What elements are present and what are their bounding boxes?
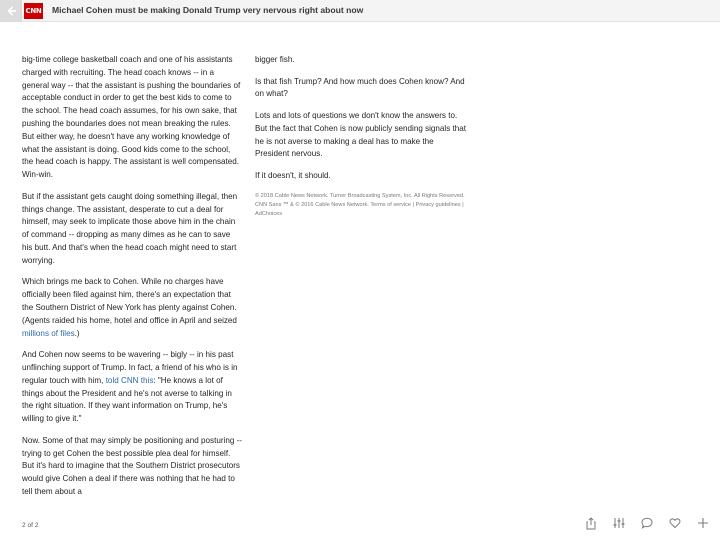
paragraph: And Cohen now seems to be wavering -- bigly -- in his past unflinching support of Trump. In fact, a friend of his who is in regular touch with him, told CNN this: "He knows a lot of things about the President and he's not averse to talking in the right situation. If they want information on Trump, he's willing to give it." xyxy=(22,350,238,424)
like-button[interactable] xyxy=(668,516,682,530)
millions-of-files-link[interactable]: millions of files xyxy=(22,328,75,338)
headline: Michael Cohen must be making Donald Trump very nervous right about now xyxy=(52,5,364,15)
reader-toolbar xyxy=(584,516,710,530)
comment-button[interactable] xyxy=(640,516,654,530)
top-bar xyxy=(0,0,720,22)
heart-icon xyxy=(669,517,681,529)
cnn-logo[interactable]: CNN xyxy=(24,3,43,19)
article-column-left xyxy=(22,54,242,507)
share-button[interactable] xyxy=(584,516,598,530)
told-cnn-this-link[interactable]: told CNN this xyxy=(105,375,154,385)
text-settings-icon xyxy=(613,517,625,529)
paragraph: Now. Some of that may simply be positioning and posturing -- trying to get Cohen the best possible plea deal for himself. But it's hard to imagine that the Southern District prosecutors would give Cohen a deal if there was nothing that he had to tell them about a xyxy=(22,435,242,496)
copyright-notice: © 2018 Cable News Network. Turner Broadcasting System, Inc. All Rights Reserved. CNN Sans ™ & © 2016 Cable News Network. Terms of service | Privacy guidelines | AdChoices xyxy=(255,192,465,218)
paragraph: big-time college basketball coach and one of his assistants charged with recruiting. The head coach knows -- in a general way -- that the assistant is pushing the boundaries of acceptable conduct in order to get the best kids to come to the school. The head coach assumes, for his own sake, that pushing the boundaries does not mean breaking the rules. But either way, he doesn't have any working knowledge of what the assistant is doing. Good kids come to the school, the head coach is happy. The assistant is well compensated. Win-win. xyxy=(22,55,241,180)
add-button[interactable] xyxy=(696,516,710,530)
paragraph: Lots and lots of questions we don't know the answers to. But the fact that Cohen is now publicly sending signals that he is not averse to making a deal has to make the President nervous. xyxy=(255,110,467,159)
comment-icon xyxy=(641,517,653,529)
paragraph: bigger fish. xyxy=(255,55,295,64)
back-arrow-icon xyxy=(5,5,17,17)
add-icon xyxy=(697,517,709,529)
paragraph: But if the assistant gets caught doing something illegal, then things change. The assistant, desperate to cut a deal for himself, may seek to implicate those above him in the chain of command -- dropping as many dimes as he can to save his butt. And that's when the head coach might need to start worrying. xyxy=(22,191,238,265)
page-indicator: 2 of 2 xyxy=(22,522,39,529)
paragraph: Which brings me back to Cohen. While no charges have officially been filed against him, there's an expectation that the Southern District of New York has plenty against Cohen. (Agents raided his home, hotel and office in April and seized millions of files.) xyxy=(22,277,237,338)
back-button[interactable] xyxy=(0,0,22,22)
text-settings-button[interactable] xyxy=(612,516,626,530)
paragraph: Is that fish Trump? And how much does Cohen know? And on what? xyxy=(255,76,465,99)
share-icon xyxy=(585,517,597,530)
article-column-right xyxy=(255,54,467,229)
paragraph: If it doesn't, it should. xyxy=(255,170,331,180)
